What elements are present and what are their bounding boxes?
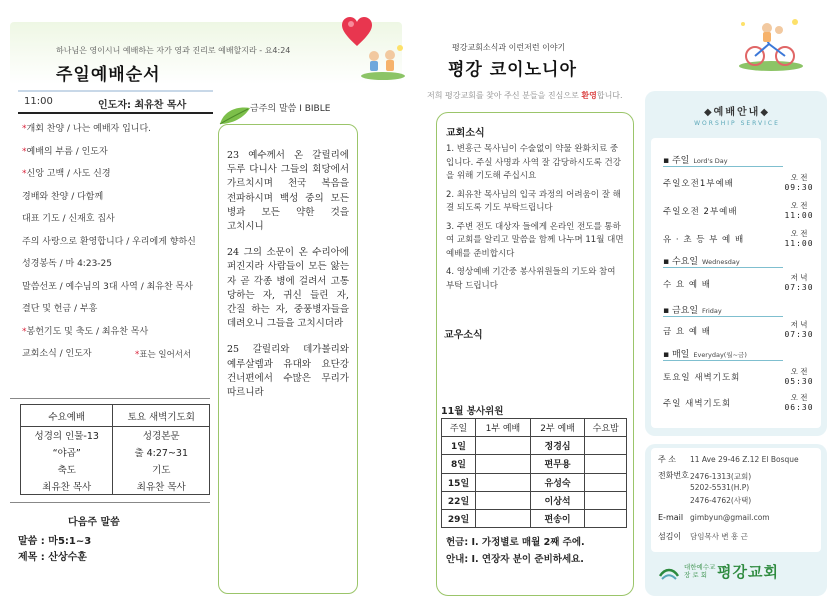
left-page-title: 주일예배순서: [56, 65, 161, 85]
schedule-cell: 성경본문: [113, 427, 210, 444]
order-divider: [18, 112, 213, 114]
service-header: 1부 예배: [476, 419, 531, 437]
church-news-list: [446, 143, 626, 298]
order-item: *개회 찬양 / 나는 예배자 입니다.: [22, 124, 152, 134]
worship-row-ampm: 저 녁: [790, 273, 808, 282]
bible-label: 금주의 말씀 I BIBLE: [250, 104, 331, 114]
service-cell: [476, 437, 531, 455]
church-news-title: 교회소식: [446, 128, 485, 139]
friday-heading: ▪ 금요일 Friday: [663, 306, 722, 316]
order-item: 성경봉독 / 마 4:23-25: [22, 259, 112, 269]
email-label: E-mail: [658, 513, 684, 522]
time-top-rule: [18, 90, 213, 92]
worship-row-ampm: 오 전: [790, 393, 808, 402]
pastor-label: 섬김이: [658, 532, 682, 541]
service-cell: [585, 437, 627, 455]
order-item: 주의 사랑으로 환영합니다 / 우리에게 향하신: [22, 236, 196, 247]
worship-row-name: 주일오전 2부예배: [663, 207, 738, 217]
service-cell: [476, 473, 531, 491]
service-cell: 이상석: [530, 491, 585, 509]
schedule-cell: “야곱”: [21, 444, 113, 461]
right-page-title: 평강 코이노니아: [448, 60, 577, 80]
schedule-cell: 최유찬 목사: [21, 478, 113, 495]
phone-home: 2476-4762(사택): [690, 496, 752, 505]
schedule-cell: 기도: [113, 461, 210, 478]
email-link[interactable]: gimbyun@gmail.com: [690, 513, 770, 522]
order-item: 말씀선포 / 예수님의 3대 사역 / 최유찬 목사: [22, 281, 193, 292]
worship-row-time: 06:30: [784, 403, 814, 412]
worship-row-time: 11:00: [784, 239, 814, 248]
table-row: [21, 427, 210, 444]
table-row: [442, 509, 627, 527]
schedule-cell: 출 4:27~31: [113, 444, 210, 461]
service-cell: [585, 509, 627, 527]
phone-label: 전화번호: [658, 471, 689, 480]
worship-row-time: 11:00: [784, 211, 814, 220]
service-header: 수요밤: [585, 419, 627, 437]
table-row: [21, 461, 210, 478]
table-row: [442, 473, 627, 491]
table-row: [442, 491, 627, 509]
next-week-topic: 제목 : 산상수훈: [18, 552, 87, 563]
table-row: [21, 444, 210, 461]
next-week-scripture: 말씀 : 마5:1~3: [18, 536, 92, 547]
order-item: 경배와 찬양 / 다함께: [22, 191, 104, 202]
address-value: 11 Ave 29-46 Z.12 El Bosque: [690, 455, 799, 464]
church-name: 평강교회: [717, 563, 779, 581]
worship-row-name: 주일 새벽기도회: [663, 399, 732, 409]
service-header: 2부 예배: [530, 419, 585, 437]
wednesday-heading: ▪ 수요일 Wednesday: [663, 257, 740, 267]
news-item: 1. 변흥근 목사님이 수술없이 약물 완화치료 중입니다. 주실 사명과 사역 잘 감당하시도록 건강을 위해 기도해 주십시요: [446, 144, 621, 181]
worship-row-name: 금 요 예 배: [663, 327, 711, 337]
church-logo-icon: [659, 564, 679, 582]
worship-row-ampm: 저 녁: [790, 320, 808, 329]
service-header: 주일: [442, 419, 476, 437]
schedule-cell: 축도: [21, 461, 113, 478]
table-row: [442, 437, 627, 455]
daily-heading-rule: [663, 360, 783, 361]
service-committee-table: [441, 418, 627, 528]
worship-row-name: 수 요 예 배: [663, 280, 711, 290]
friday-heading-rule: [663, 316, 783, 317]
offering-note: 헌금: I. 가정별로 매월 2째 주에.: [446, 537, 585, 548]
next-week-title: 다음주 말씀: [68, 517, 120, 528]
service-committee-title: 11월 봉사위원: [441, 406, 504, 417]
news-item: 4. 영상예배 기간중 봉사위원들의 기도와 참여 부탁 드립니다: [446, 267, 616, 291]
leaf-icon: [218, 104, 252, 126]
order-item: 결단 및 헌금 / 부흥: [22, 304, 98, 314]
children-illustration-icon: [360, 40, 406, 80]
service-cell: 8일: [442, 455, 476, 473]
service-cell: [476, 455, 531, 473]
worship-row-ampm: 오 전: [790, 201, 808, 210]
service-cell: [476, 491, 531, 509]
service-time: 11:00: [24, 96, 53, 107]
bible-verse-25: 25 갈릴리와 데가볼리와 예루살렘과 유대와 요단강 건너편에서 수많은 무리가 따르니라: [227, 344, 349, 399]
service-cell: [585, 455, 627, 473]
order-item: 교회소식 / 인도자: [22, 349, 92, 359]
table-row: [21, 478, 210, 495]
phone-mobile: 5202-5531(H.P): [690, 483, 750, 492]
wednesday-heading-rule: [663, 267, 783, 268]
news-item: 3. 주변 전도 대상자 들에게 온라인 전도를 통하여 교회를 알리고 말씀을 함께 나누며 11월 대면예배를 준비합시다: [446, 221, 624, 259]
sunday-heading-rule: [663, 166, 783, 167]
schedule-cell: 성경의 인물-13: [21, 427, 113, 444]
address-label: 주 소: [658, 455, 676, 464]
worship-row-name: 유 · 초 등 부 예 배: [663, 235, 745, 245]
right-header-verse: 평강교회소식과 이런저런 이야기: [452, 43, 566, 52]
bicycle-children-illustration-icon: [735, 14, 805, 72]
welcome-message: 저희 평강교회를 찾아 주신 분들을 진심으로 환영합니다.: [427, 91, 623, 100]
worship-row-time: 07:30: [784, 330, 814, 339]
schedule-header: 토요 새벽기도회: [113, 405, 210, 427]
bible-verse-24: 24 그의 소문이 온 수리아에 퍼진지라 사람들이 모든 앓는 자 곧 각종 병에 걸려서 고통 당하는 자, 귀신 들린 자, 간질 하는 자, 중풍병자들을 데려오니 그들을 고치시더라: [227, 247, 349, 330]
service-cell: [585, 473, 627, 491]
worship-row-name: 토요일 새벽기도회: [663, 373, 741, 383]
worship-order-list: [22, 122, 218, 370]
fellowship-news-title: 교우소식: [444, 330, 483, 341]
worship-row-ampm: 오 전: [790, 229, 808, 238]
worship-row-time: 05:30: [784, 377, 814, 386]
church-denomination: 대한예수교 장 로 회: [684, 563, 716, 579]
bible-verse-23: 23 예수께서 온 갈릴리에 두루 다니사 그들의 회당에서 가르치시며 천국 복음을 전파하시며 백성 중의 모든 병과 모든 약한 것을 고치시니: [227, 150, 349, 233]
service-cell: 편무용: [530, 455, 585, 473]
worship-row-ampm: 오 전: [790, 173, 808, 182]
weekday-schedule-table: [20, 404, 210, 495]
order-item: *봉헌기도 및 축도 / 최유찬 목사: [22, 326, 149, 337]
sunday-heading: ▪ 주일 Lord's Day: [663, 156, 728, 166]
standing-note: *표는 일어서서: [135, 350, 192, 360]
worship-row-name: 주일오전1부예배: [663, 179, 734, 189]
worship-row-ampm: 오 전: [790, 367, 808, 376]
left-header-verse: 하나님은 영이시니 예배하는 자가 영과 진리로 예배할지라 - 요4:24: [56, 46, 291, 55]
phone-church: 2476-1313(교회): [690, 472, 752, 481]
daily-heading: ▪ 매일 Everyday(월~금): [663, 350, 747, 360]
service-cell: 편송이: [530, 509, 585, 527]
table-row: [442, 455, 627, 473]
worship-info-title: ◆예배안내◆: [703, 107, 771, 118]
news-item: 2. 최유찬 목사님의 입국 과정의 어려움이 잘 해결 되도록 기도 부탁드립니다: [446, 189, 621, 213]
service-cell: 15일: [442, 473, 476, 491]
worship-row-time: 07:30: [784, 283, 814, 292]
pastor-value: 담임목사 변 흥 근: [690, 532, 748, 541]
service-cell: 22일: [442, 491, 476, 509]
guide-note: 안내: I. 연장자 분이 준비하세요.: [446, 554, 584, 565]
schedule-header: 수요예배: [21, 405, 113, 427]
schedule-top-rule: [10, 398, 210, 399]
service-cell: 29일: [442, 509, 476, 527]
worship-info-subtitle: WORSHIP SERVICE: [694, 120, 780, 127]
service-cell: [585, 491, 627, 509]
service-cell: 1일: [442, 437, 476, 455]
service-cell: 유성숙: [530, 473, 585, 491]
next-week-rule: [10, 502, 210, 503]
service-cell: 정경심: [530, 437, 585, 455]
bible-passage-box: [218, 124, 358, 594]
service-leader: 인도자: 최유찬 목사: [98, 100, 187, 111]
service-cell: [476, 509, 531, 527]
schedule-cell: 최유찬 목사: [113, 478, 210, 495]
worship-row-time: 09:30: [784, 183, 814, 192]
order-item: *신앙 고백 / 사도 신경: [22, 169, 111, 179]
order-item: 대표 기도 / 신재호 집사: [22, 214, 115, 224]
order-item: *예배의 부름 / 인도자: [22, 146, 108, 157]
